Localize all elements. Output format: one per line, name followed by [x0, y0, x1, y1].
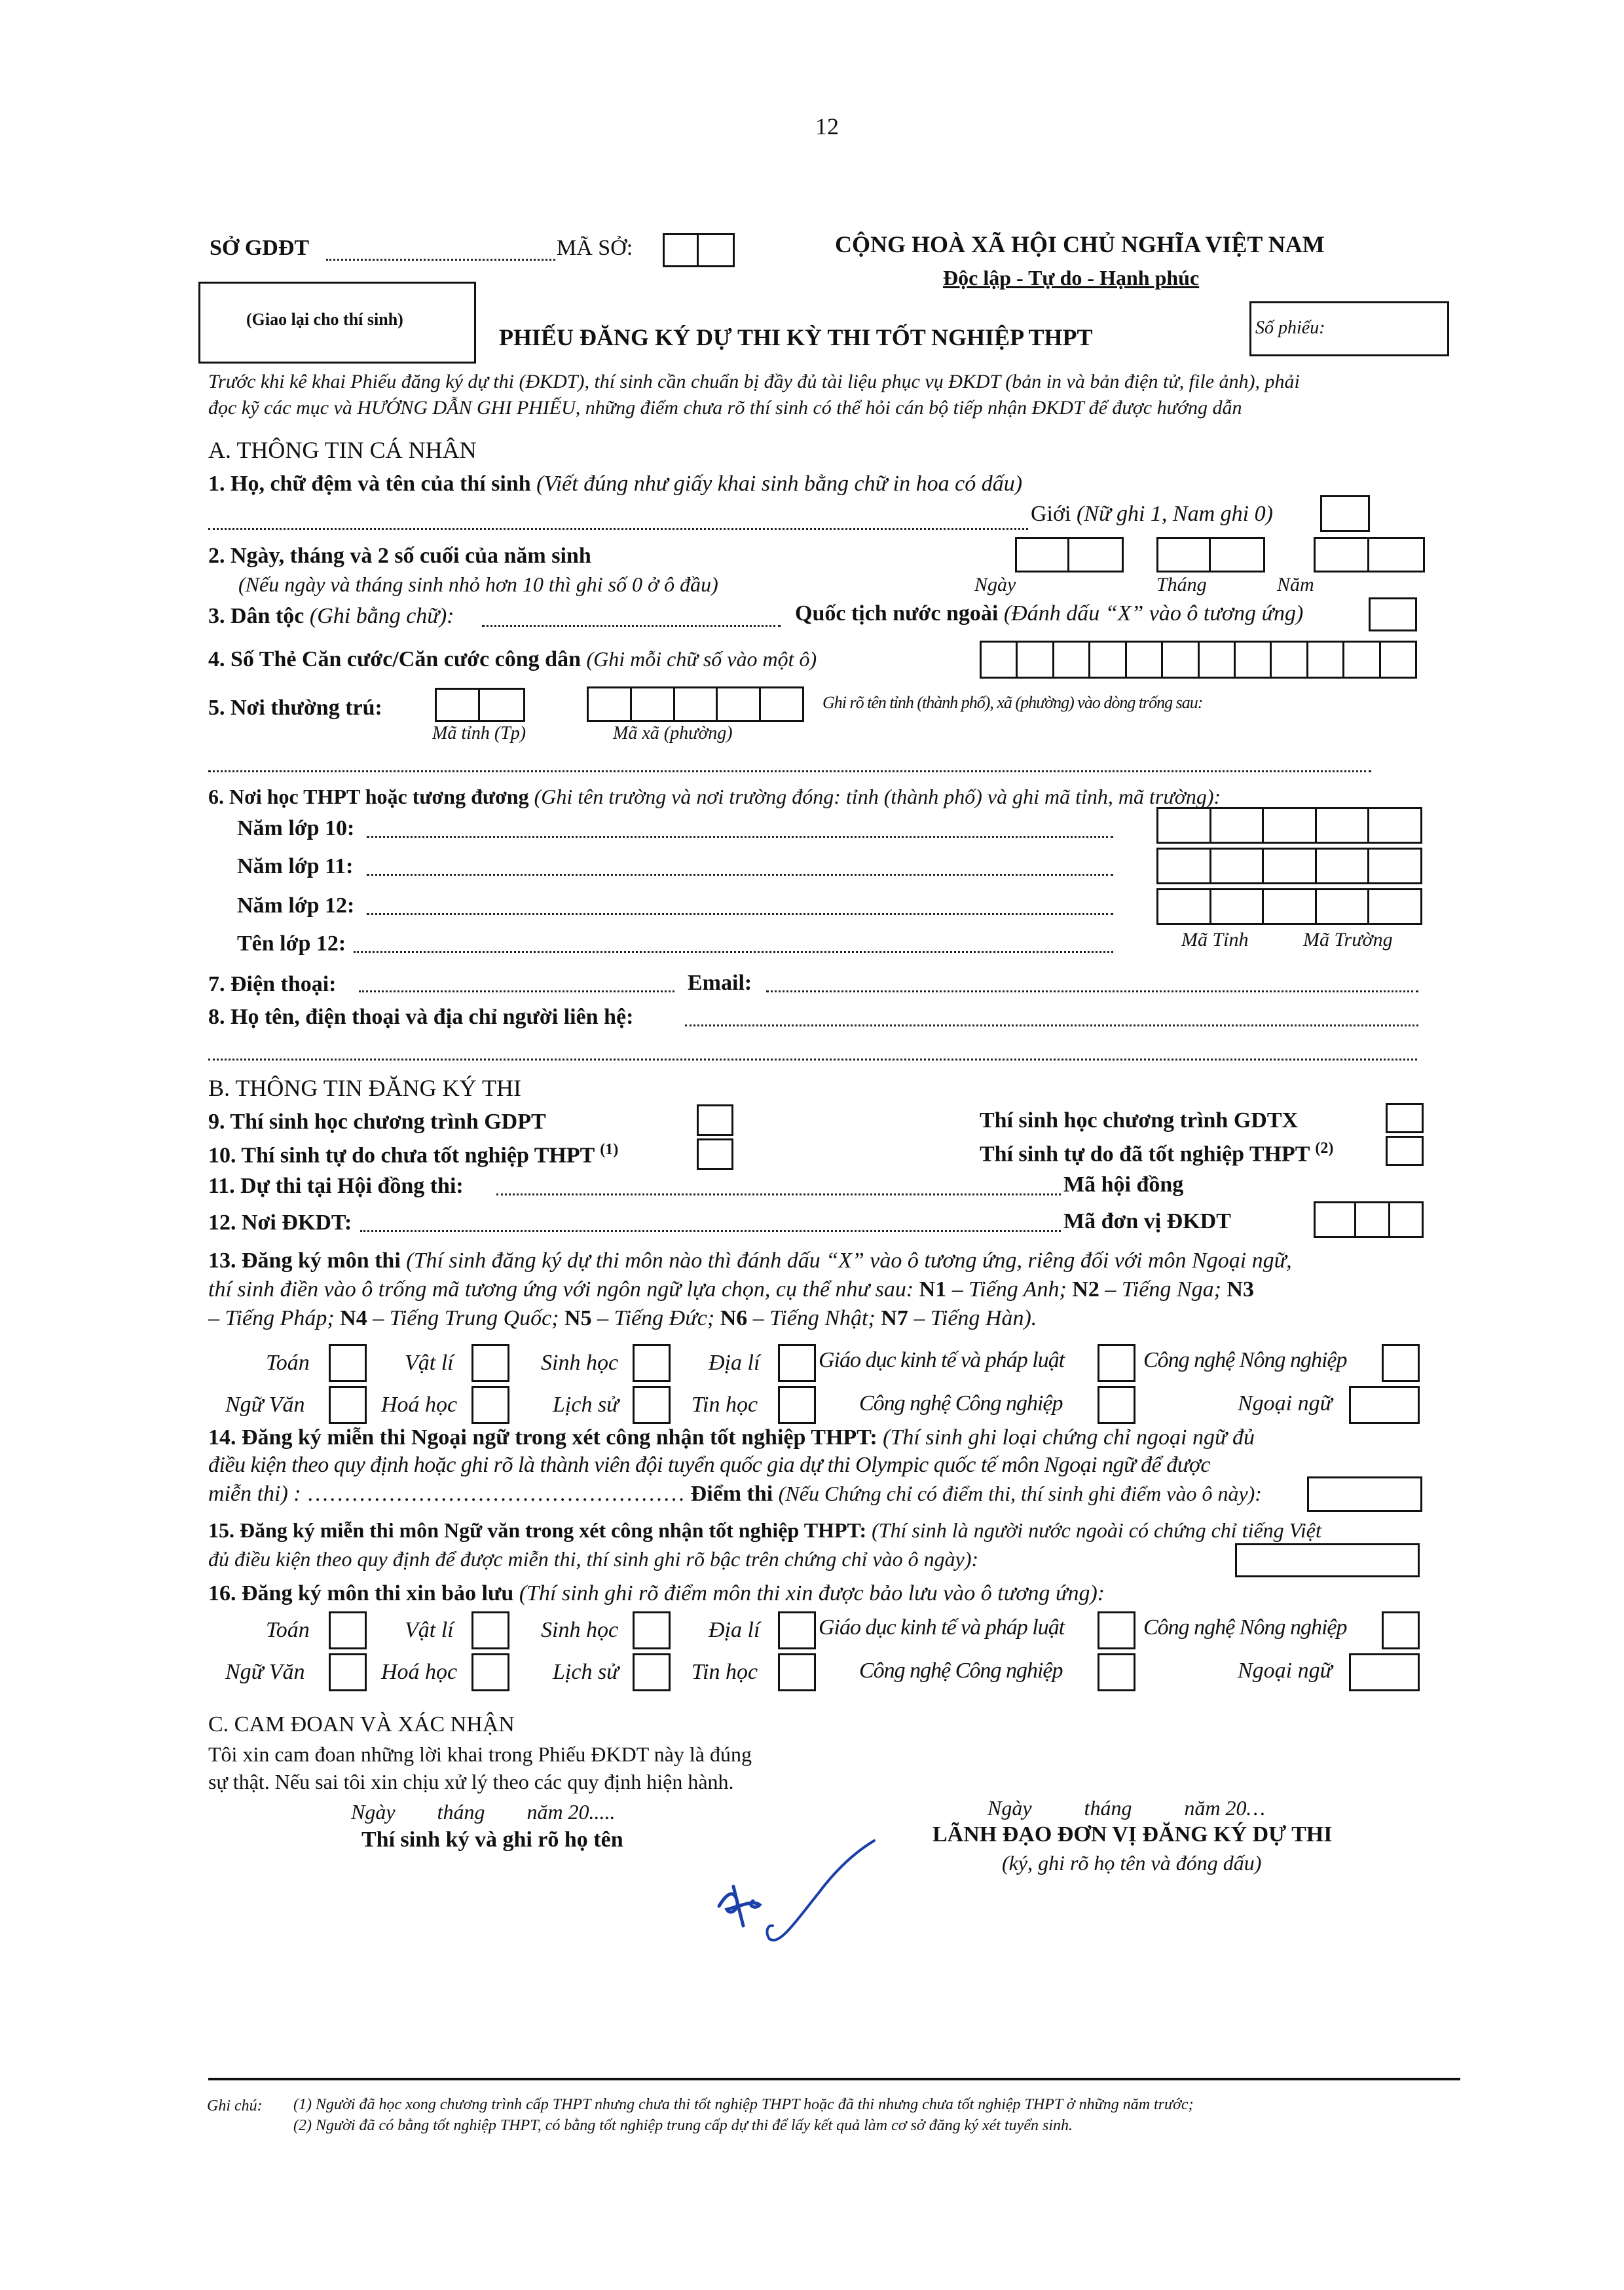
unit-code-cells[interactable] [1314, 1201, 1424, 1238]
lang-name-n3: – Tiếng Pháp; [208, 1306, 341, 1330]
contact-field[interactable] [685, 1024, 1418, 1026]
contact-field-2[interactable] [208, 1059, 1417, 1061]
q13-subject-ngu-van: Ngữ Văn [225, 1393, 305, 1417]
q13-line3 [208, 1306, 1037, 1331]
gender-row [1031, 502, 1273, 527]
grade12-field[interactable] [367, 913, 1113, 915]
q6-label: 6. Nơi học THPT hoặc tương đương [208, 785, 529, 808]
foreign-label: Quốc tịch nước ngoài [795, 601, 999, 626]
phone-field[interactable] [359, 990, 674, 992]
q2-label: 2. Ngày, tháng và 2 số cuối của năm sinh [208, 544, 591, 568]
q2-note: (Nếu ngày và tháng sinh nhỏ hơn 10 thì ghi số 0 ở ô đầu) [238, 572, 718, 596]
birth-day-cells[interactable] [1015, 537, 1124, 572]
q13-box-lich-su[interactable] [633, 1386, 671, 1424]
q6-note: (Ghi tên trường và nơi trường đóng: tỉnh (thành phố) và ghi mã tỉnh, mã trường): [534, 785, 1221, 808]
q13-box-gdkt[interactable] [1098, 1344, 1135, 1382]
lang-code-n2: N2 [1072, 1277, 1099, 1302]
commune-code-cells[interactable] [587, 686, 804, 722]
q10-label: 10. Thí sinh tự do chưa tốt nghiệp THPT [208, 1143, 595, 1168]
province-code-caption: Mã tỉnh (Tp) [432, 723, 526, 743]
q9-right-box[interactable] [1386, 1103, 1424, 1133]
q8-label: 8. Họ tên, điện thoại và địa chỉ người liên hệ: [208, 1005, 634, 1029]
q13-subject-vat-li: Vật lí [405, 1351, 454, 1375]
foreign-note: (Đánh dấu “X” vào ô tương ứng) [1003, 601, 1304, 626]
q13-subject-dia-li: Địa lí [709, 1351, 760, 1375]
q10-right-row [980, 1140, 1333, 1167]
q16-note: (Thí sinh ghi rõ điểm môn thi xin được bảo lưu vào ô tương ứng): [519, 1581, 1105, 1605]
q16-box-cn-nong-nghiep[interactable] [1382, 1611, 1420, 1649]
citizen-id-cells[interactable] [980, 641, 1417, 679]
q16-box-cn-cong-nghiep[interactable] [1098, 1653, 1135, 1691]
council-code-label: Mã hội đồng [1063, 1173, 1184, 1197]
q16-box-dia-li[interactable] [778, 1611, 816, 1649]
grade12-code-cells[interactable] [1156, 888, 1422, 925]
so-gddt-label: SỞ GDĐT [210, 236, 310, 260]
q10-footnote-ref: (1) [600, 1141, 619, 1158]
q13-box-dia-li[interactable] [778, 1344, 816, 1382]
return-to-candidate-label: (Giao lại cho thí sinh) [246, 310, 403, 329]
q14-score-box[interactable] [1307, 1476, 1422, 1512]
q13-subject-cn-cong-nghiep: Công nghệ Công nghiệp [859, 1391, 1063, 1416]
section-b-heading: B. THÔNG TIN ĐĂNG KÝ THI [208, 1075, 521, 1101]
q16-subject-cn-cong-nghiep: Công nghệ Công nghiệp [859, 1659, 1063, 1683]
q4-note: (Ghi mỗi chữ số vào một ô) [586, 647, 817, 671]
lang-code-n1: N1 [919, 1277, 947, 1302]
leader-note: (ký, ghi rõ họ tên và đóng dấu) [1002, 1851, 1262, 1875]
email-label: Email: [688, 971, 752, 995]
q13-box-cn-cong-nghiep[interactable] [1098, 1386, 1135, 1424]
q1-note: (Viết đúng như giấy khai sinh bằng chữ in hoa có dấu) [536, 472, 1023, 496]
leader-title: LÃNH ĐẠO ĐƠN VỊ ĐĂNG KÝ DỰ THI [932, 1822, 1333, 1847]
birth-month-cells[interactable] [1156, 537, 1265, 572]
q13-subject-gdkt: Giáo dục kinh tế và pháp luật [819, 1348, 1065, 1372]
q9-label: 9. Thí sinh học chương trình GDPT [208, 1110, 546, 1134]
so-phieu-label: Số phiếu: [1255, 318, 1325, 338]
q15-line1 [208, 1518, 1321, 1543]
grade10-field[interactable] [367, 836, 1113, 838]
lang-code-n4: N4 [340, 1306, 367, 1330]
registration-place-field[interactable] [360, 1230, 1061, 1232]
q5-note: Ghi rõ tên tỉnh (thành phố), xã (phường) vào dòng trống sau: [822, 693, 1203, 712]
q16-box-tin-hoc[interactable] [778, 1653, 816, 1691]
q16-subject-sinh-hoc: Sinh học [541, 1618, 619, 1642]
q13-note-a: (Thí sinh đăng ký dự thi môn nào thì đánh dấu “X” vào ô tương ứng, riêng đối với môn Ngoại ngữ, [406, 1248, 1292, 1273]
unit-code-label: Mã đơn vị ĐKDT [1063, 1209, 1231, 1233]
q16-subject-vat-li: Vật lí [405, 1618, 454, 1642]
intro-line-2: đọc kỹ các mục và HƯỚNG DẪN GHI PHIẾU, những điểm chưa rõ thí sinh có thể hỏi cán bộ tiếp nhận ĐKDT để được hướng dẫn [208, 397, 1242, 419]
q16-subject-toan: Toán [266, 1618, 310, 1642]
q9-box[interactable] [697, 1104, 733, 1136]
q14-label: 14. Đăng ký miễn thi Ngoại ngữ trong xét công nhận tốt nghiệp THPT: [208, 1425, 877, 1450]
q16-subject-gdkt: Giáo dục kinh tế và pháp luật [819, 1615, 1065, 1640]
q10-right-box[interactable] [1386, 1136, 1424, 1166]
ma-so-cells[interactable] [663, 233, 735, 267]
lang-name-n6: – Tiếng Nhật; [747, 1306, 881, 1330]
ethnicity-field[interactable] [482, 625, 781, 627]
q11-label: 11. Dự thi tại Hội đồng thi: [208, 1174, 464, 1198]
q13-box-ngu-van[interactable] [329, 1386, 367, 1424]
so-gddt-field[interactable] [326, 259, 555, 261]
commune-code-caption: Mã xã (phường) [613, 723, 733, 743]
page-number: 12 [815, 113, 839, 140]
q14-note-b: điều kiện theo quy định hoặc ghi rõ là thành viên đội tuyển quốc gia dự thi Olympic quốc tế môn Ngoại ngữ để được [208, 1453, 1210, 1477]
gender-note: (Nữ ghi 1, Nam ghi 0) [1076, 502, 1273, 526]
lang-name-n5: – Tiếng Đức; [591, 1306, 720, 1330]
q10-right-footnote-ref: (2) [1315, 1140, 1334, 1157]
q13-subject-ngoai-ngu: Ngoại ngữ [1238, 1391, 1333, 1416]
q4-row [208, 647, 817, 672]
footer-note-2: (2) Người đã có bằng tốt nghiệp THPT, có bằng tốt nghiệp trung cấp dự thi để lấy kết quả làm cơ sở đăng ký xét tuyển sinh. [293, 2117, 1073, 2134]
q14-line1 [208, 1425, 1255, 1450]
intro-line-1: Trước khi kê khai Phiếu đăng ký dự thi (ĐKDT), thí sinh cần chuẩn bị đầy đủ tài liệu phục vụ ĐKDT (bản in và bản điện tử, file ảnh), phải [208, 371, 1300, 392]
lang-code-n3: N3 [1227, 1277, 1254, 1302]
grade11-field[interactable] [367, 874, 1113, 876]
q13-subject-cn-nong-nghiep: Công nghệ Nông nghiệp [1143, 1348, 1347, 1372]
leader-date: Ngày tháng năm 20… [987, 1796, 1265, 1820]
q13-subject-lich-su: Lịch sử [553, 1393, 619, 1417]
exam-council-field[interactable] [496, 1193, 1061, 1195]
candidate-sign-label: Thí sinh ký và ghi rõ họ tên [361, 1828, 623, 1852]
q16-box-sinh-hoc[interactable] [633, 1611, 671, 1649]
q16-subject-dia-li: Địa lí [709, 1618, 760, 1642]
q16-subject-ngu-van: Ngữ Văn [225, 1660, 305, 1684]
month-caption: Tháng [1156, 574, 1207, 595]
q4-label: 4. Số Thẻ Căn cước/Căn cước công dân [208, 647, 581, 671]
q13-label: 13. Đăng ký môn thi [208, 1248, 401, 1273]
residence-field[interactable] [208, 770, 1371, 772]
q13-box-tin-hoc[interactable] [778, 1386, 816, 1424]
gender-label: Giới [1031, 502, 1071, 526]
class12-field[interactable] [354, 951, 1113, 953]
country-name: CỘNG HOÀ XÃ HỘI CHỦ NGHĨA VIỆT NAM [835, 231, 1325, 257]
candidate-signature [707, 1828, 884, 1952]
q5-label: 5. Nơi thường trú: [208, 696, 382, 720]
full-name-field[interactable] [208, 528, 1028, 530]
school-code-col-caption: Mã Trường [1303, 929, 1393, 950]
q13-box-vat-li[interactable] [471, 1344, 509, 1382]
q16-box-ngu-van[interactable] [329, 1653, 367, 1691]
q16-row [208, 1581, 1105, 1606]
q16-subject-cn-nong-nghiep: Công nghệ Nông nghiệp [1143, 1615, 1347, 1640]
q13-box-ngoai-ngu[interactable] [1349, 1386, 1420, 1424]
q13-line2 [208, 1277, 1254, 1302]
q16-box-hoa-hoc[interactable] [471, 1653, 509, 1691]
q3-row [208, 604, 454, 629]
q13-box-sinh-hoc[interactable] [633, 1344, 671, 1382]
q16-label: 16. Đăng ký môn thi xin bảo lưu [208, 1581, 514, 1605]
day-caption: Ngày [974, 574, 1016, 595]
q16-subject-tin-hoc: Tin học [692, 1660, 758, 1684]
foreign-nationality-box[interactable] [1369, 597, 1417, 631]
q13-box-hoa-hoc[interactable] [471, 1386, 509, 1424]
section-a-heading: A. THÔNG TIN CÁ NHÂN [208, 437, 477, 463]
foreign-row [795, 601, 1303, 626]
lang-name-n2: – Tiếng Nga; [1099, 1277, 1227, 1302]
q13-subject-hoa-hoc: Hoá học [381, 1393, 458, 1417]
so-phieu-box[interactable] [1249, 301, 1449, 356]
province-code-cells[interactable] [435, 688, 525, 722]
q13-note-b: thí sinh điền vào ô trống mã tương ứng với ngôn ngữ lựa chọn, cụ thể như sau: [208, 1277, 914, 1302]
q3-label: 3. Dân tộc [208, 604, 304, 628]
q16-subject-hoa-hoc: Hoá học [381, 1660, 458, 1684]
q16-subject-ngoai-ngu: Ngoại ngữ [1238, 1659, 1333, 1683]
grade10-label: Năm lớp 10: [237, 816, 355, 840]
q13-subject-tin-hoc: Tin học [692, 1393, 758, 1417]
province-code-col-caption: Mã Tỉnh [1181, 929, 1249, 950]
q14-note-c: miễn thi) : [208, 1482, 301, 1506]
grade12-label: Năm lớp 12: [237, 893, 355, 918]
q10-row [208, 1141, 618, 1168]
q13-subject-sinh-hoc: Sinh học [541, 1351, 619, 1375]
q9-right-label: Thí sinh học chương trình GDTX [980, 1108, 1299, 1133]
q13-line1 [208, 1248, 1292, 1273]
lang-name-n4: – Tiếng Trung Quốc; [367, 1306, 565, 1330]
q6-row [208, 785, 1221, 809]
q7-label: 7. Điện thoại: [208, 972, 337, 996]
form-title: PHIẾU ĐĂNG KÝ DỰ THI KỲ THI TỐT NGHIỆP THPT [499, 324, 1093, 350]
q15-note-b: đủ điều kiện theo quy định để được miễn thi, thí sinh ghi rõ bậc trên chứng chỉ vào ô ngày): [208, 1547, 979, 1571]
lang-code-n5: N5 [564, 1306, 592, 1330]
q15-level-box[interactable] [1235, 1543, 1420, 1577]
q14-line3 [208, 1482, 1262, 1507]
q1-label: 1. Họ, chữ đệm và tên của thí sinh [208, 472, 531, 496]
q16-box-lich-su[interactable] [633, 1653, 671, 1691]
q16-box-vat-li[interactable] [471, 1611, 509, 1649]
birth-year-cells[interactable] [1314, 537, 1425, 572]
ma-so-label: MÃ SỞ: [557, 236, 633, 260]
motto: Độc lập - Tự do - Hạnh phúc [943, 266, 1200, 290]
lang-code-n6: N6 [720, 1306, 748, 1330]
section-c-heading: C. CAM ĐOAN VÀ XÁC NHẬN [208, 1712, 515, 1736]
lang-name-n1: – Tiếng Anh; [946, 1277, 1073, 1302]
grade11-label: Năm lớp 11: [237, 854, 354, 878]
q16-box-toan[interactable] [329, 1611, 367, 1649]
q13-subject-toan: Toán [266, 1351, 310, 1375]
q13-box-cn-nong-nghiep[interactable] [1382, 1344, 1420, 1382]
email-field[interactable] [766, 990, 1418, 992]
declaration-line-2: sự thật. Nếu sai tôi xin chịu xử lý theo các quy định hiện hành. [208, 1770, 734, 1793]
candidate-date: Ngày tháng năm 20..... [351, 1800, 616, 1824]
q14-dots: …………………………………………… [306, 1482, 686, 1506]
q10-box[interactable] [697, 1138, 733, 1170]
grade11-code-cells[interactable] [1156, 848, 1422, 884]
q16-subject-lich-su: Lịch sử [553, 1660, 619, 1684]
lang-name-n7: – Tiếng Hàn). [908, 1306, 1037, 1330]
q13-box-toan[interactable] [329, 1344, 367, 1382]
footer-note-1: (1) Người đã học xong chương trình cấp THPT nhưng chưa thi tốt nghiệp THPT hoặc đã thi nhưng chưa tốt nghiệp THPT ở những năm trước; [293, 2096, 1194, 2113]
gender-box[interactable] [1320, 495, 1370, 532]
q14-note-a: (Thí sinh ghi loại chứng chỉ ngoại ngữ đủ [883, 1425, 1255, 1450]
year-caption: Năm [1277, 574, 1314, 595]
q16-box-gdkt[interactable] [1098, 1611, 1135, 1649]
grade10-code-cells[interactable] [1156, 807, 1422, 844]
q16-box-ngoai-ngu[interactable] [1349, 1653, 1420, 1691]
q12-label: 12. Nơi ĐKDT: [208, 1211, 352, 1235]
q14-score-note: (Nếu Chứng chỉ có điểm thi, thí sinh ghi điểm vào ô này): [778, 1482, 1262, 1505]
class12-label: Tên lớp 12: [237, 931, 346, 956]
return-to-candidate-box [198, 282, 476, 364]
footer-label: Ghi chú: [207, 2097, 263, 2114]
declaration-line-1: Tôi xin cam đoan những lời khai trong Phiếu ĐKDT này là đúng [208, 1742, 752, 1766]
q15-label: 15. Đăng ký miễn thi môn Ngữ văn trong xét công nhận tốt nghiệp THPT: [208, 1518, 867, 1542]
q10-right-label: Thí sinh tự do đã tốt nghiệp THPT [980, 1142, 1310, 1167]
lang-code-n7: N7 [881, 1306, 908, 1330]
footer-rule [208, 2078, 1460, 2080]
q14-score-label: Điểm thi [690, 1482, 773, 1506]
q1-row [208, 472, 1022, 497]
q3-note: (Ghi bằng chữ): [309, 604, 454, 628]
q15-note-a: (Thí sinh là người nước ngoài có chứng chỉ tiếng Việt [872, 1518, 1321, 1542]
